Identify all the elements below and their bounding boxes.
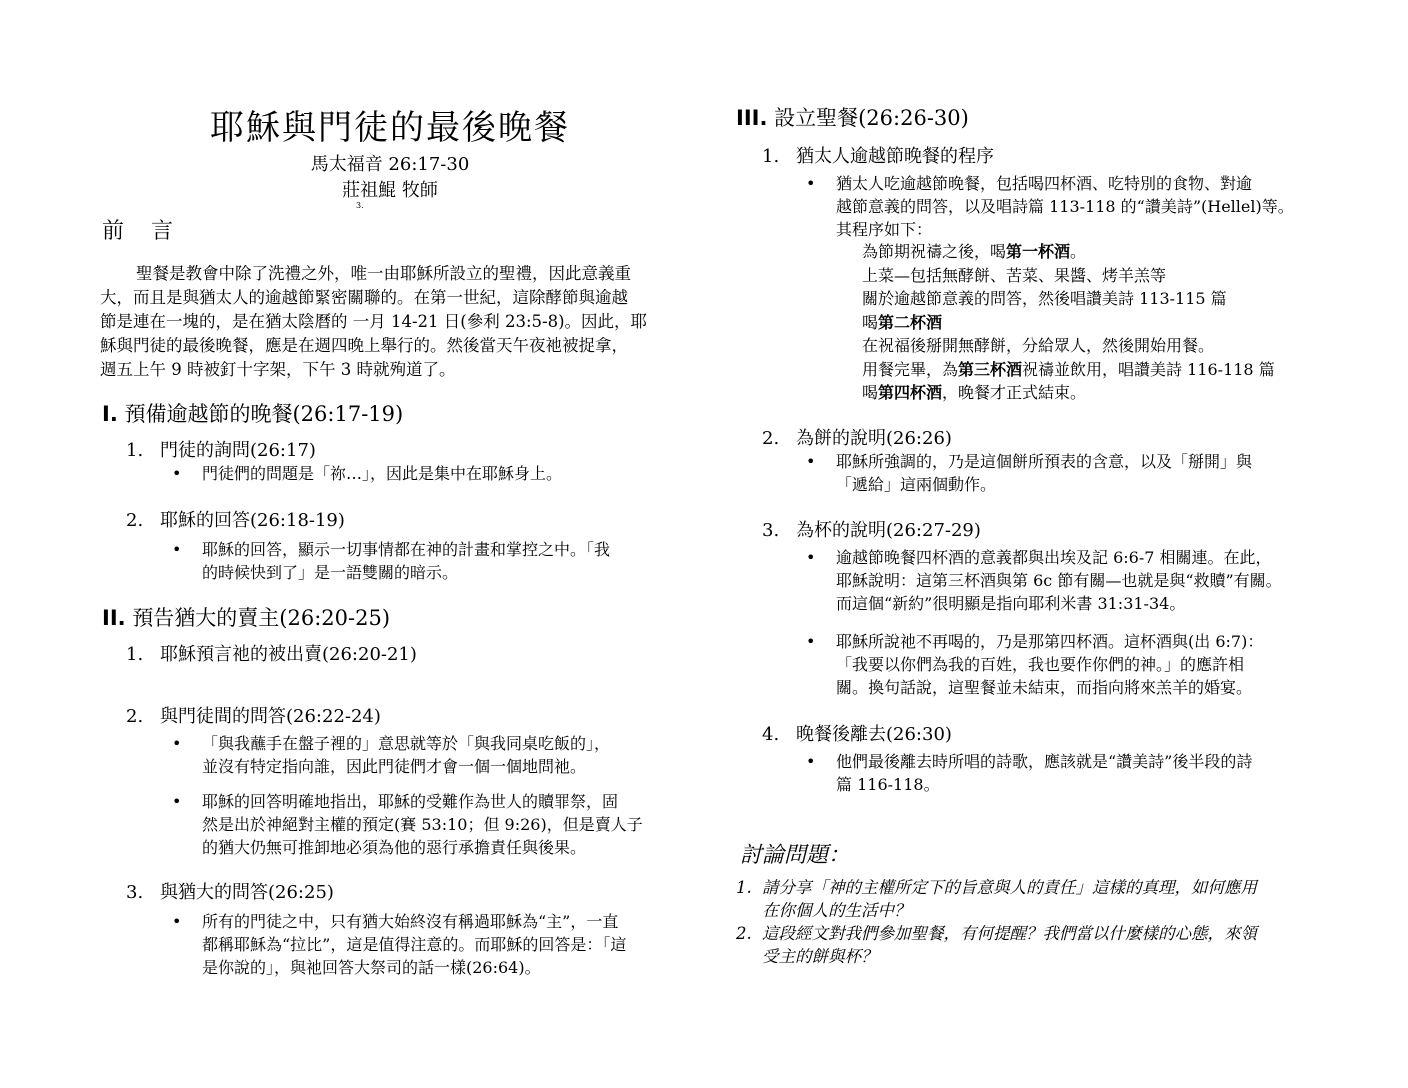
bullet-line: 耶穌所說祂不再喝的，乃是那第四杯酒。這杯酒與(出 6:7)： — [836, 632, 1264, 651]
scripture-reference: 馬太福音 26:17-30 — [310, 154, 470, 175]
bullet-line: 並沒有特定指向誰，因此門徒們才會一個一個地問祂。 — [202, 757, 587, 776]
bullet-line: 的時候快到了」是一語雙關的暗示。 — [202, 563, 459, 582]
bullet-line: 其程序如下： — [836, 220, 933, 239]
bullet-icon: • — [806, 174, 816, 193]
question-text — [762, 922, 1316, 968]
discussion-heading: 討論問題： — [740, 843, 851, 868]
section-2-heading — [102, 602, 390, 632]
question-line: 受主的餅與杯？ — [762, 947, 878, 966]
bullet-line: 門徒們的問題是「祢…」，因此是集中在耶穌身上。 — [202, 464, 563, 483]
step-line: 用餐完畢，為第三杯酒祝禱並飲用，唱讚美詩 116-118 篇 — [862, 359, 1275, 379]
subsection-3-3 — [762, 516, 981, 542]
step-line: 上菜—包括無酵餅、苦菜、果醬、烤羊羔等 — [862, 265, 1167, 285]
bullet-line: 篇 116-118。 — [836, 775, 940, 794]
question-number: 2. — [736, 924, 752, 943]
intro-line: 週五上午 9 時被釘十字架，下午 3 時就殉道了。 — [100, 360, 456, 379]
intro-heading: 前 言 — [102, 219, 183, 244]
bullet-text — [836, 750, 1252, 796]
subsection-label: 晚餐後離去(26:30) — [796, 724, 952, 745]
step-line: 為節期祝禱之後，喝第一杯酒。 — [862, 242, 1087, 261]
question-text — [762, 876, 1316, 922]
bullet-line: 耶穌的回答明確地指出，耶穌的受難作為世人的贖罪祭，固 — [202, 792, 619, 811]
bullet-text — [202, 910, 626, 979]
subsection-number: 1. — [126, 440, 144, 461]
subsection-number: 3. — [762, 520, 780, 541]
bullet-icon: • — [806, 548, 816, 567]
bullet-text — [202, 538, 610, 584]
question-line: 請分享「神的主權所定下的旨意與人的責任」這樣的真理，如何應用 — [762, 878, 1257, 897]
bullet-line: 耶穌的回答，顯示一切事情都在神的計畫和掌控之中。「我 — [202, 540, 611, 559]
bullet-icon: • — [172, 734, 182, 753]
bullet-line: 他們最後離去時所唱的詩歌，應該就是“讚美詩”後半段的詩 — [836, 752, 1253, 771]
intro-line: 穌與門徒的最後晚餐，應是在週四晚上舉行的。然後當天午夜祂被捉拿， — [100, 336, 628, 355]
bullet-line: 「我要以你們為我的百姓，我也要作你們的神。」的應許相 — [836, 655, 1245, 674]
bullet-text — [836, 630, 1263, 699]
section-number: III. — [736, 106, 768, 130]
intro-line: 節是連在一塊的，是在猶太陰曆的 一月 14-21 日(參利 23:5-8)。因此，耶 — [100, 312, 648, 331]
bullet-icon: • — [172, 464, 182, 483]
step-line: 在祝福後掰開無酵餅，分給眾人，然後開始用餐。 — [862, 336, 1215, 355]
bullet-line: 「與我蘸手在盤子裡的」意思就等於「與我同桌吃飯的」， — [202, 734, 611, 753]
subsection-2-1 — [126, 640, 417, 666]
section-1-heading — [102, 398, 403, 428]
subsection-number: 4. — [762, 724, 780, 745]
bullet-line: 而這個“新約”很明顯是指向耶利米書 31:31-34。 — [836, 594, 1186, 613]
subsection-label: 耶穌的回答(26:18-19) — [160, 510, 345, 531]
question-line: 在你個人的生活中？ — [762, 901, 911, 920]
intro-line: 聖餐是教會中除了洗禮之外，唯一由耶穌所設立的聖禮，因此意義重 — [136, 264, 631, 283]
step-line: 喝第二杯酒 — [862, 312, 943, 332]
bullet-text — [836, 546, 1282, 615]
bullet-line: 都稱耶穌為“拉比”，這是值得注意的。而耶穌的回答是：「這 — [202, 935, 627, 954]
bullet-line: 是你說的」，與祂回答大祭司的話一樣(26:64)。 — [202, 958, 541, 977]
bullet-text — [836, 172, 1294, 241]
subsection-3-4 — [762, 720, 952, 746]
question-number: 1. — [736, 878, 752, 897]
bullet-line: 然是出於神絕對主權的預定(賽 53:10；但 9:26)，但是賣人子 — [202, 815, 643, 834]
step-line: 關於逾越節意義的問答，然後唱讚美詩 113-115 篇 — [862, 289, 1227, 308]
subsection-1-1 — [126, 436, 316, 462]
step-line: 喝第四杯酒，晚餐才正式結束。 — [862, 383, 1087, 402]
subsection-label: 與猶大的問答(26:25) — [160, 882, 334, 903]
subsection-2-3 — [126, 878, 334, 904]
subsection-number: 1. — [762, 146, 780, 167]
intro-paragraph — [100, 262, 672, 382]
bullet-line: 所有的門徒之中，只有猶大始終沒有稱過耶穌為“主”，一直 — [202, 912, 619, 931]
section-label: 預告猶大的賣主(26:20-25) — [132, 606, 391, 630]
subsection-number: 1. — [126, 644, 144, 665]
bullet-icon: • — [806, 632, 816, 651]
page-title: 耶穌與門徒的最後晚餐 — [210, 108, 570, 148]
bullet-icon: • — [806, 452, 816, 471]
subsection-1-2 — [126, 506, 345, 532]
subsection-label: 耶穌預言祂的被出賣(26:20-21) — [160, 644, 417, 665]
subsection-number: 3. — [126, 882, 144, 903]
bullet-line: 越節意義的問答，以及唱詩篇 113-118 的“讚美詩”(Hellel)等。 — [836, 197, 1294, 216]
bullet-line: 耶穌所強調的，乃是這個餅所預表的含意，以及「掰開」與 — [836, 452, 1253, 471]
author: 莊祖鯤 牧師 — [342, 180, 438, 201]
subsection-label: 與門徒間的問答(26:22-24) — [160, 706, 381, 727]
subsection-number: 2. — [126, 510, 144, 531]
subsection-label: 門徒的詢問(26:17) — [160, 440, 316, 461]
section-number: I. — [102, 402, 118, 426]
bullet-line: 逾越節晚餐四杯酒的意義都與出埃及記 6:6-7 相關連。在此， — [836, 548, 1272, 567]
section-3-heading — [736, 102, 969, 132]
section-label: 預備逾越節的晚餐(26:17-19) — [124, 402, 404, 426]
subsection-label: 猶太人逾越節晚餐的程序 — [796, 146, 994, 167]
section-number: II. — [102, 606, 126, 630]
section-label: 設立聖餐(26:26-30) — [774, 106, 969, 130]
bullet-icon: • — [172, 540, 182, 559]
subsection-label: 為杯的說明(26:27-29) — [796, 520, 981, 541]
subsection-3-2 — [762, 424, 952, 450]
bullet-line: 關。換句話說，這聖餐並未結束，而指向將來羔羊的婚宴。 — [836, 678, 1253, 697]
bullet-line: 猶太人吃逾越節晚餐，包括喝四杯酒、吃特別的食物、對逾 — [836, 174, 1253, 193]
bullet-line: 「遞給」這兩個動作。 — [836, 475, 997, 494]
bullet-line: 的猶大仍無可推卸地必須為他的惡行承擔責任與後果。 — [202, 838, 587, 857]
intro-line: 大，而且是與猶太人的逾越節緊密關聯的。在第一世紀，這除酵節與逾越 — [100, 288, 628, 307]
subsection-number: 2. — [126, 706, 144, 727]
bullet-icon: • — [172, 912, 182, 931]
bullet-icon: • — [806, 752, 816, 771]
subsection-3-1 — [762, 142, 994, 168]
question-line: 這段經文對我們參加聖餐，有何提醒？我們當以什麼樣的心態，來領 — [762, 924, 1257, 943]
subsection-label: 為餅的說明(26:26) — [796, 428, 952, 449]
bullet-line: 耶穌說明：這第三杯酒與第 6c 節有關—也就是與“救贖”有關。 — [836, 571, 1282, 590]
passover-steps — [862, 240, 1275, 405]
subsection-2-2 — [126, 702, 381, 728]
bullet-text — [202, 790, 643, 859]
bullet-icon: • — [172, 792, 182, 811]
bullet-text — [202, 732, 610, 778]
bullet-text — [836, 450, 1252, 496]
subsection-number: 2. — [762, 428, 780, 449]
footnote-mark: 3. — [356, 201, 364, 210]
